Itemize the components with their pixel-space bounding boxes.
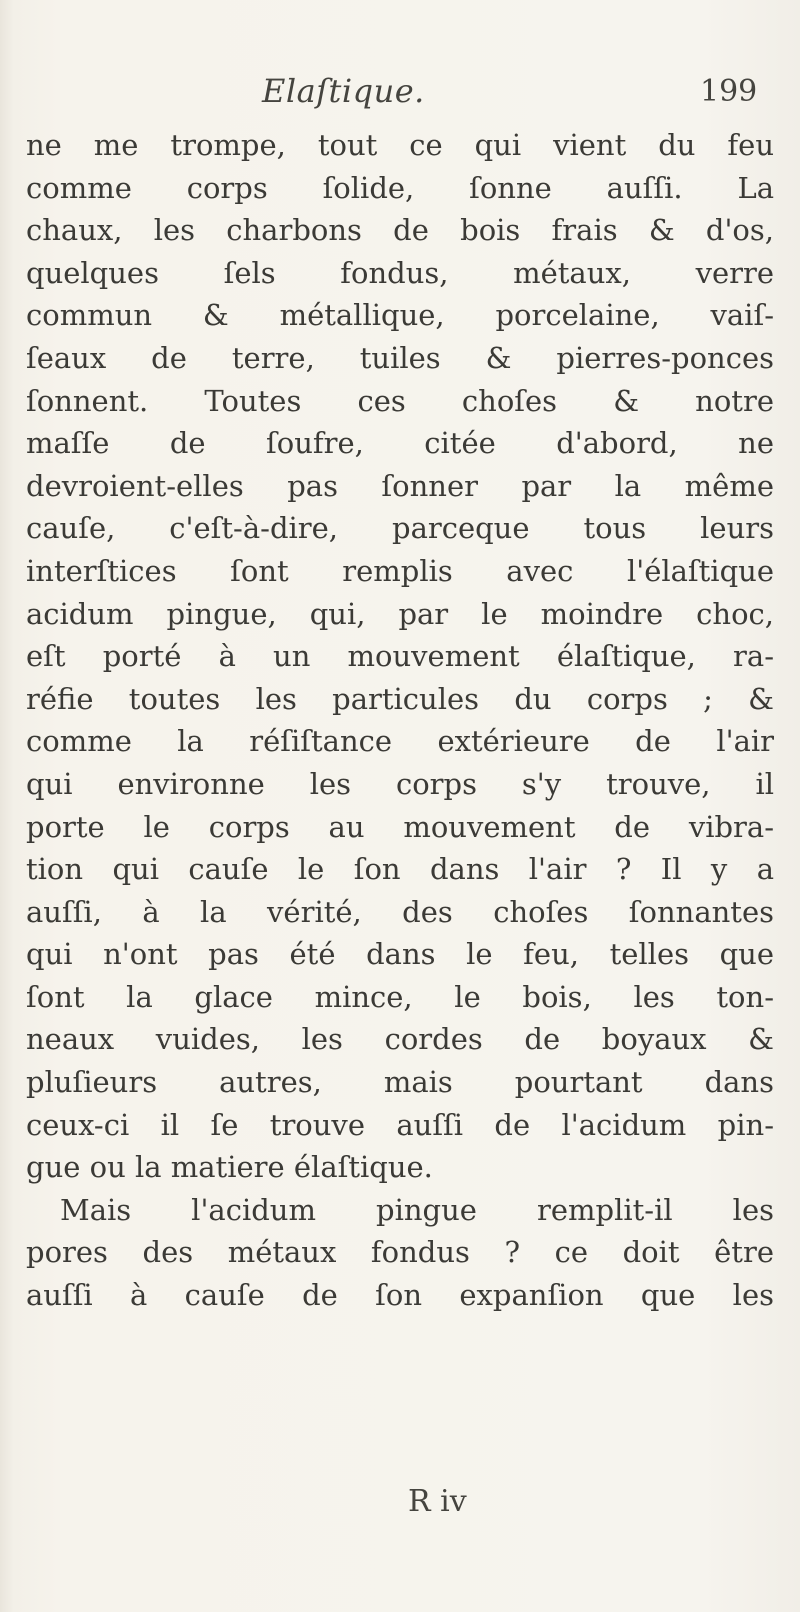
text-line: Mais l'acidum pingue remplit-il les xyxy=(60,1192,774,1227)
text-line: ſeaux de terre, tuiles & pierres-ponces xyxy=(26,340,774,375)
text-line: pluſieurs autres, mais pourtant dans xyxy=(26,1065,774,1100)
text-line: pores des métaux fondus ? ce doit être xyxy=(26,1235,774,1270)
text-line: cauſe, c'eſt-à-dire, parceque tous leurs xyxy=(26,511,774,546)
text-line: commun & métallique, porcelaine, vaiſ- xyxy=(26,298,774,333)
text-line: auſſi, à la vérité, des choſes ſonnantes xyxy=(26,894,774,929)
text-line: acidum pingue, qui, par le moindre choc, xyxy=(26,596,774,631)
text-line: comme la réſiſtance extérieure de l'air xyxy=(26,724,774,759)
text-line: interſtices ſont remplis avec l'élaſtique xyxy=(26,553,774,588)
text-line: eſt porté à un mouvement élaſtique, ra- xyxy=(26,639,774,674)
text-line: maſſe de ſoufre, citée d'abord, ne xyxy=(26,426,774,461)
signature-mark: R iv xyxy=(408,1484,467,1519)
text-line: chaux, les charbons de bois frais & d'os, xyxy=(26,213,774,248)
text-line: gue ou la matiere élaſtique. xyxy=(26,1150,433,1185)
text-line: qui n'ont pas été dans le feu, telles que xyxy=(26,937,774,972)
text-line: porte le corps au mouvement de vibra- xyxy=(26,809,774,844)
text-line: tion qui cauſe le ſon dans l'air ? Il y a xyxy=(26,852,774,887)
body-text xyxy=(26,124,774,1317)
text-line: qui environne les corps s'y trouve, il xyxy=(26,766,774,801)
text-line: ſont la glace mince, le bois, les ton- xyxy=(26,979,774,1014)
text-line: comme corps ſolide, ſonne auſſi. La xyxy=(26,170,774,205)
text-line: ceux-ci il ſe trouve auſſi de l'acidum pin- xyxy=(26,1107,774,1142)
text-line: ſonnent. Toutes ces choſes & notre xyxy=(26,383,774,418)
text-line: devroient-elles pas ſonner par la même xyxy=(26,468,774,503)
text-line: quelques ſels fondus, métaux, verre xyxy=(26,255,774,290)
text-line: neaux vuides, les cordes de boyaux & xyxy=(26,1022,774,1057)
text-line: ne me trompe, tout ce qui vient du feu xyxy=(26,128,774,162)
text-line: réfie toutes les particules du corps ; & xyxy=(26,681,774,716)
text-line: auſſi à cauſe de ſon expanſion que les xyxy=(26,1278,774,1313)
page-number: 199 xyxy=(700,74,758,109)
running-title: Elaſtique. xyxy=(262,72,425,110)
page-header xyxy=(0,72,800,116)
